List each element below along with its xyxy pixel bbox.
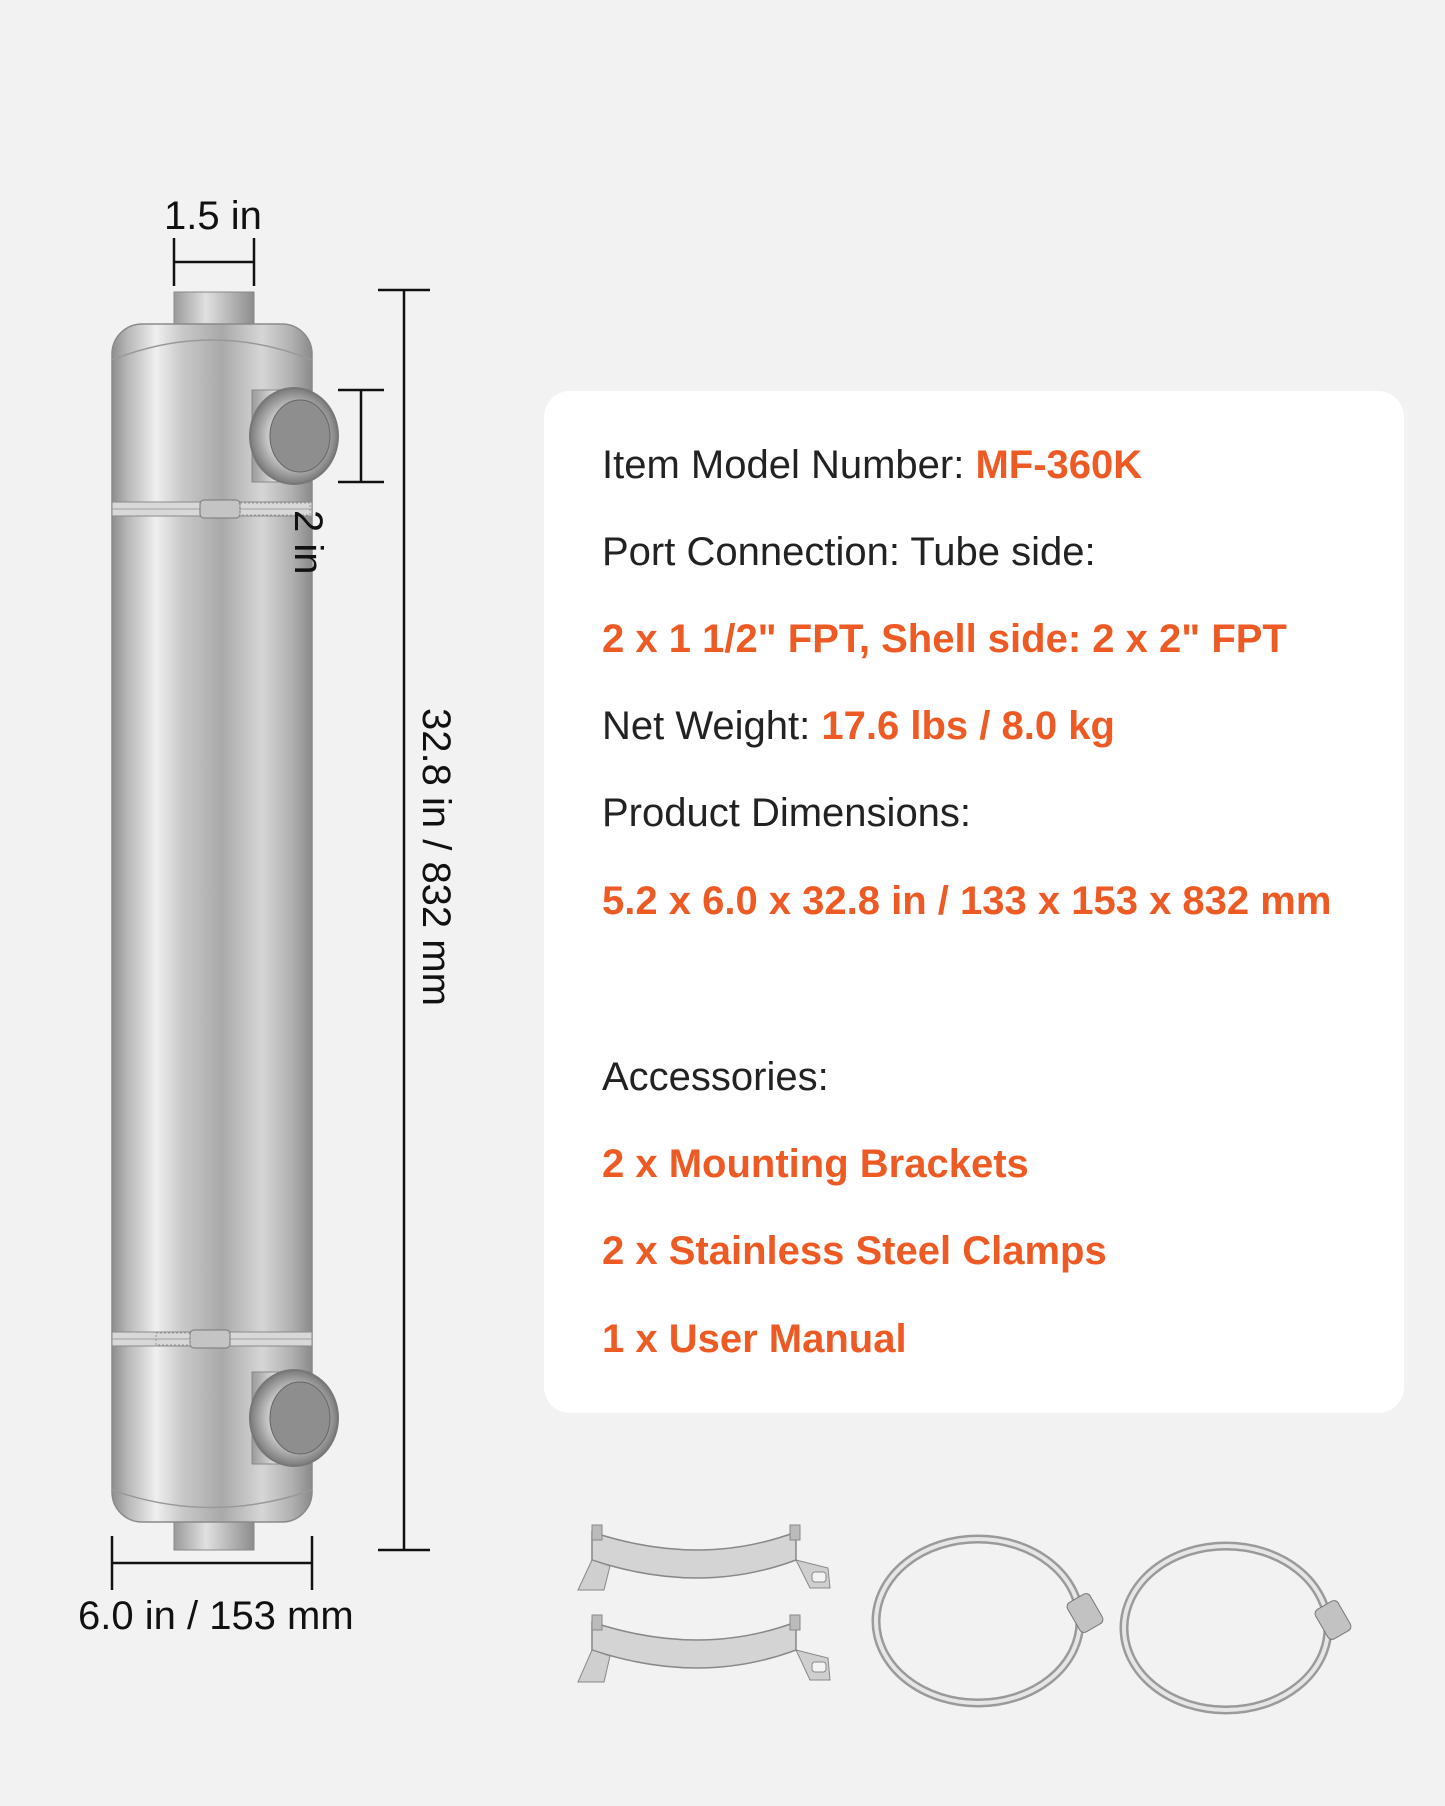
accessories-label: Accessories: bbox=[602, 1055, 829, 1099]
diameter-label: 6.0 in / 153 mm bbox=[78, 1594, 354, 1638]
upper-side-port bbox=[250, 388, 338, 484]
port-connection-label: Port Connection: Tube side: bbox=[602, 530, 1096, 574]
net-weight-value: 17.6 lbs / 8.0 kg bbox=[821, 704, 1115, 748]
mounting-bracket-upper bbox=[578, 1525, 830, 1590]
accessory-item-manual: 1 x User Manual bbox=[602, 1317, 907, 1361]
lower-side-port bbox=[250, 1370, 338, 1466]
model-number-row bbox=[602, 441, 1142, 489]
model-number-value: MF-360K bbox=[975, 443, 1143, 487]
accessory-item-brackets: 2 x Mounting Brackets bbox=[602, 1142, 1029, 1186]
inlet-width-label: 1.5 in bbox=[164, 194, 262, 238]
total-length-label: 32.8 in / 832 mm bbox=[414, 708, 458, 1006]
net-weight-row bbox=[602, 702, 1115, 750]
side-port-dimension-line bbox=[338, 390, 384, 482]
spec-card bbox=[544, 391, 1404, 1413]
net-weight-label: Net Weight: bbox=[602, 704, 811, 748]
inlet-width-dimension-line bbox=[174, 238, 254, 286]
hose-clamp-right bbox=[1124, 1546, 1353, 1710]
model-number-label: Item Model Number: bbox=[602, 443, 965, 487]
accessory-item-clamps: 2 x Stainless Steel Clamps bbox=[602, 1229, 1107, 1273]
side-port-height-label: 2 in bbox=[286, 510, 330, 575]
product-dimensions-label: Product Dimensions: bbox=[602, 791, 972, 835]
upper-clamp bbox=[112, 500, 312, 518]
lower-clamp bbox=[112, 1330, 312, 1348]
port-connection-value: 2 x 1 1/2" FPT, Shell side: 2 x 2" FPT bbox=[602, 617, 1287, 661]
hose-clamp-left bbox=[876, 1539, 1105, 1703]
product-dimensions-value: 5.2 x 6.0 x 32.8 in / 133 x 153 x 832 mm bbox=[602, 879, 1332, 923]
mounting-bracket-lower bbox=[578, 1615, 830, 1682]
